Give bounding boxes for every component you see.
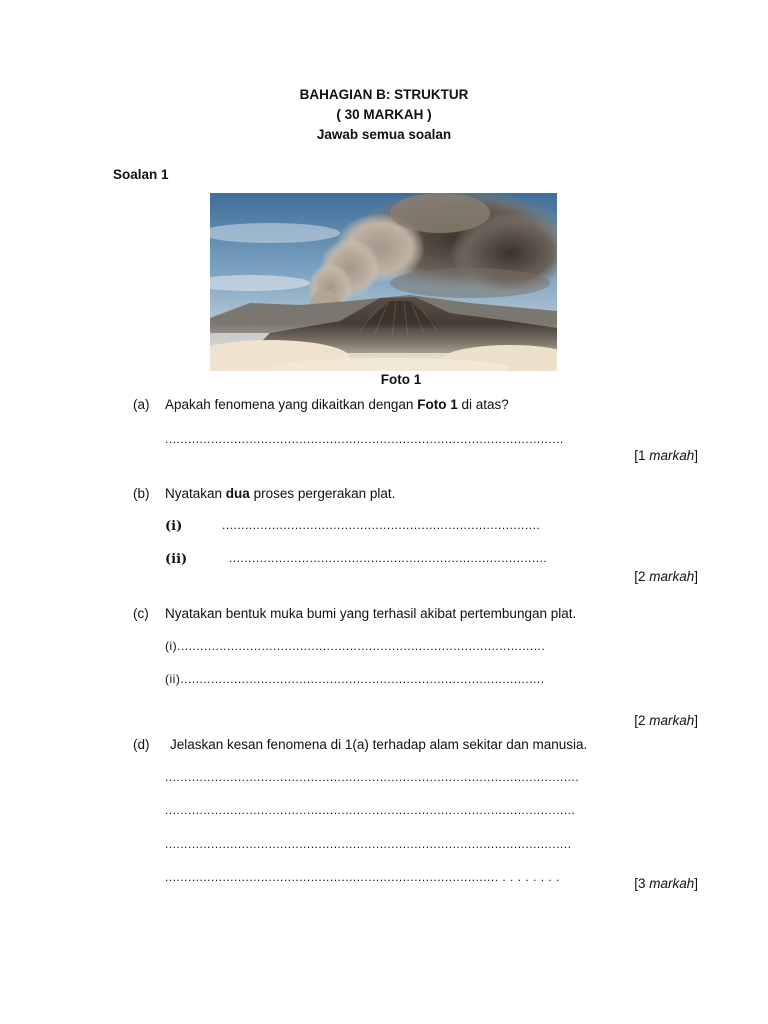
part-a-question — [165, 397, 509, 412]
part-a-marks-word: markah — [649, 448, 695, 463]
part-d-line-2[interactable]: ........................................................................................................... — [165, 803, 576, 817]
section-title: BAHAGIAN B: STRUKTUR — [299, 87, 469, 102]
part-b-marks-close: ] — [694, 569, 698, 584]
part-c-sub2-line[interactable]: (ii)............................................................................................... — [165, 672, 545, 686]
part-d-line-1[interactable]: ............................................................................................................ — [165, 770, 580, 784]
part-d-question: Jelaskan kesan fenomena di 1(a) terhadap alam sekitar dan manusia. — [170, 737, 588, 752]
part-a-text-end: di atas? — [457, 397, 509, 412]
part-b-sub1-label: (i) — [165, 519, 183, 534]
section-instruction: Jawab semua soalan — [316, 127, 452, 142]
part-c-sub1-line[interactable]: (i)................................................................................................ — [165, 639, 546, 653]
part-b-text-bold: dua — [225, 486, 250, 501]
part-d-line-3[interactable]: .......................................................................................................... — [165, 837, 572, 851]
part-b-text-start: Nyatakan — [165, 486, 226, 501]
part-c-marks-open: [2 — [634, 713, 650, 728]
volcano-photo-image — [210, 193, 557, 371]
part-a-marks — [634, 448, 698, 463]
photo-caption-text: Foto 1 — [380, 372, 422, 387]
part-d-marks-open: [3 — [634, 876, 650, 891]
photo-caption — [0, 372, 768, 387]
part-b-text-end: proses pergerakan plat. — [249, 486, 396, 501]
part-b-sub1-line[interactable]: ................................................................................... — [222, 518, 541, 532]
part-a-marks-open: [1 — [634, 448, 650, 463]
part-d-marks — [634, 876, 698, 891]
part-c-marks-word: markah — [649, 713, 695, 728]
part-b-sub2-label: (ii) — [165, 552, 188, 567]
part-a-answer-line[interactable]: ........................................................................................................ — [165, 432, 564, 446]
part-d-marks-close: ] — [694, 876, 698, 891]
volcano-photo — [210, 193, 557, 371]
part-c-question: Nyatakan bentuk muka bumi yang terhasil akibat pertembungan plat. — [165, 606, 577, 621]
part-a-text-start: Apakah fenomena yang dikaitkan dengan — [165, 397, 418, 412]
section-marks: ( 30 MARKAH ) — [336, 107, 432, 122]
part-d-number: (d) — [133, 737, 150, 752]
part-b-question — [165, 486, 395, 501]
part-d-line-4[interactable]: ....................................................................................... . . . . . . . . — [165, 870, 560, 884]
part-b-marks-word: markah — [649, 569, 695, 584]
part-b-number: (b) — [133, 486, 150, 501]
part-a-marks-close: ] — [694, 448, 698, 463]
part-b-sub2-line[interactable]: ................................................................................... — [229, 551, 548, 565]
part-b-marks-open: [2 — [634, 569, 650, 584]
part-d-marks-word: markah — [649, 876, 695, 891]
part-a-text-bold: Foto 1 — [417, 397, 458, 412]
part-c-marks — [634, 713, 698, 728]
part-a-number: (a) — [133, 397, 150, 412]
part-c-number: (c) — [133, 606, 149, 621]
part-c-marks-close: ] — [694, 713, 698, 728]
question-label: Soalan 1 — [113, 167, 169, 182]
part-b-marks — [634, 569, 698, 584]
